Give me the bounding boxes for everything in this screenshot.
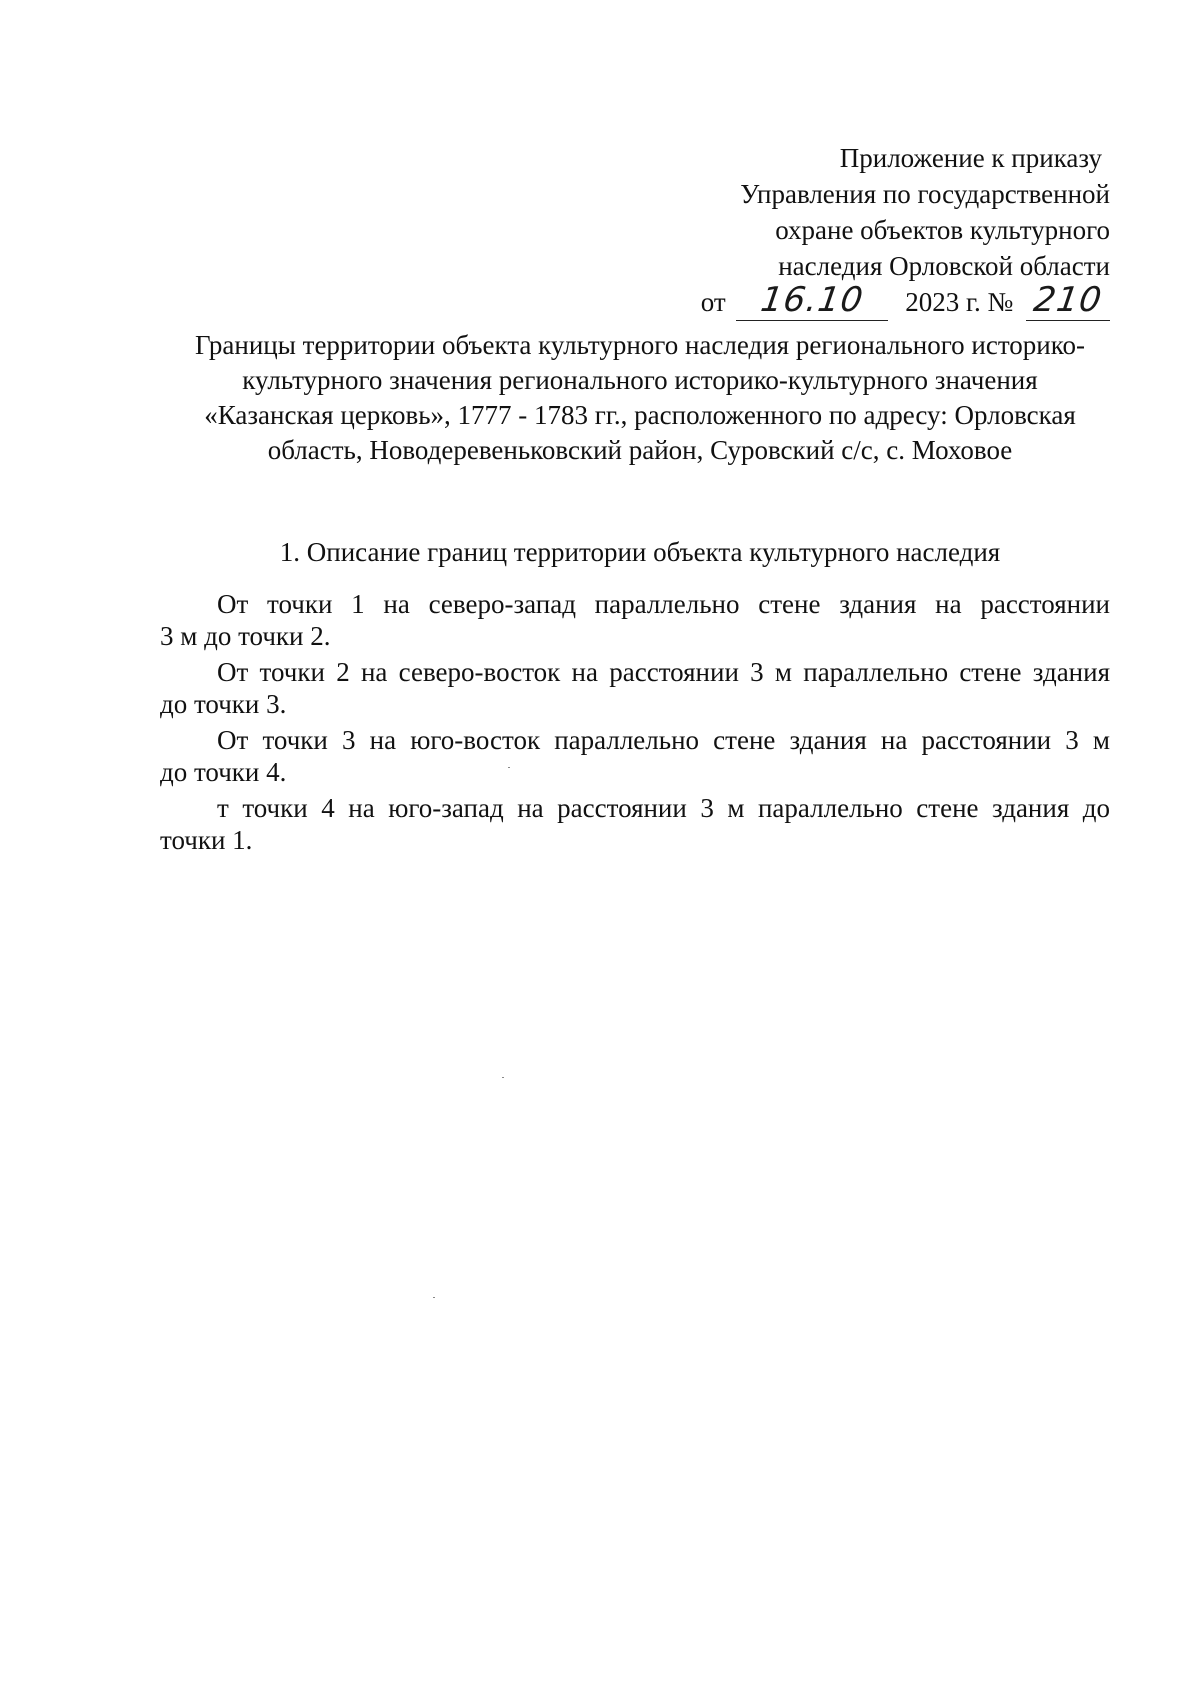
boundary-paragraph (160, 792, 1110, 856)
paragraph-line: От точки 1 на северо-запад параллельно стене здания на расстоянии (217, 589, 1110, 619)
boundary-paragraph (160, 656, 1110, 720)
scan-speck (433, 1297, 435, 1298)
paragraph-line: От точки 3 на юго-восток параллельно стене здания на расстоянии 3 м (217, 725, 1110, 755)
order-date-blank (736, 280, 888, 321)
order-date-handwritten: 16.10 (758, 280, 867, 320)
paragraph-line: до точки 3. (160, 689, 287, 719)
document-title (160, 328, 1120, 468)
title-line: культурного значения регионального историко-культурного значения (242, 365, 1038, 395)
header-line-appendix: Приложение к приказу (839, 143, 1102, 173)
order-number-handwritten: 210 (1031, 280, 1105, 320)
header-line-department: Управления по государственной (740, 179, 1110, 209)
paragraph-line: 3 м до точки 2. (160, 621, 331, 651)
order-year: 2023 г. № (905, 287, 1014, 317)
paragraph-line: точки 1. (160, 825, 253, 855)
title-line: «Казанская церковь», 1777 - 1783 гг., расположенного по адресу: Орловская (204, 400, 1076, 430)
header-line-region: наследия Орловской области (778, 251, 1110, 281)
order-prefix: от (700, 287, 726, 317)
paragraph-line: до точки 4. (160, 757, 287, 787)
order-reference (650, 280, 1110, 321)
boundary-paragraph (160, 588, 1110, 652)
section-heading: 1. Описание границ территории объекта культурного наследия (279, 537, 1001, 567)
boundary-paragraph (160, 724, 1110, 788)
boundary-description (160, 588, 1110, 860)
paragraph-line: От точки 2 на северо-восток на расстоянии 3 м параллельно стене здания (217, 657, 1110, 687)
order-number-blank (1026, 280, 1110, 321)
header-line-protection: охране объектов культурного (775, 215, 1110, 245)
appendix-header (650, 140, 1110, 321)
paragraph-line: т точки 4 на юго-запад на расстоянии 3 м параллельно стене здания до (217, 793, 1110, 823)
title-line: Границы территории объекта культурного наследия регионального историко- (195, 330, 1085, 360)
scan-speck (508, 767, 510, 768)
scan-speck (502, 1077, 504, 1078)
title-line: область, Новодеревеньковский район, Суровский с/с, с. Моховое (267, 435, 1013, 465)
